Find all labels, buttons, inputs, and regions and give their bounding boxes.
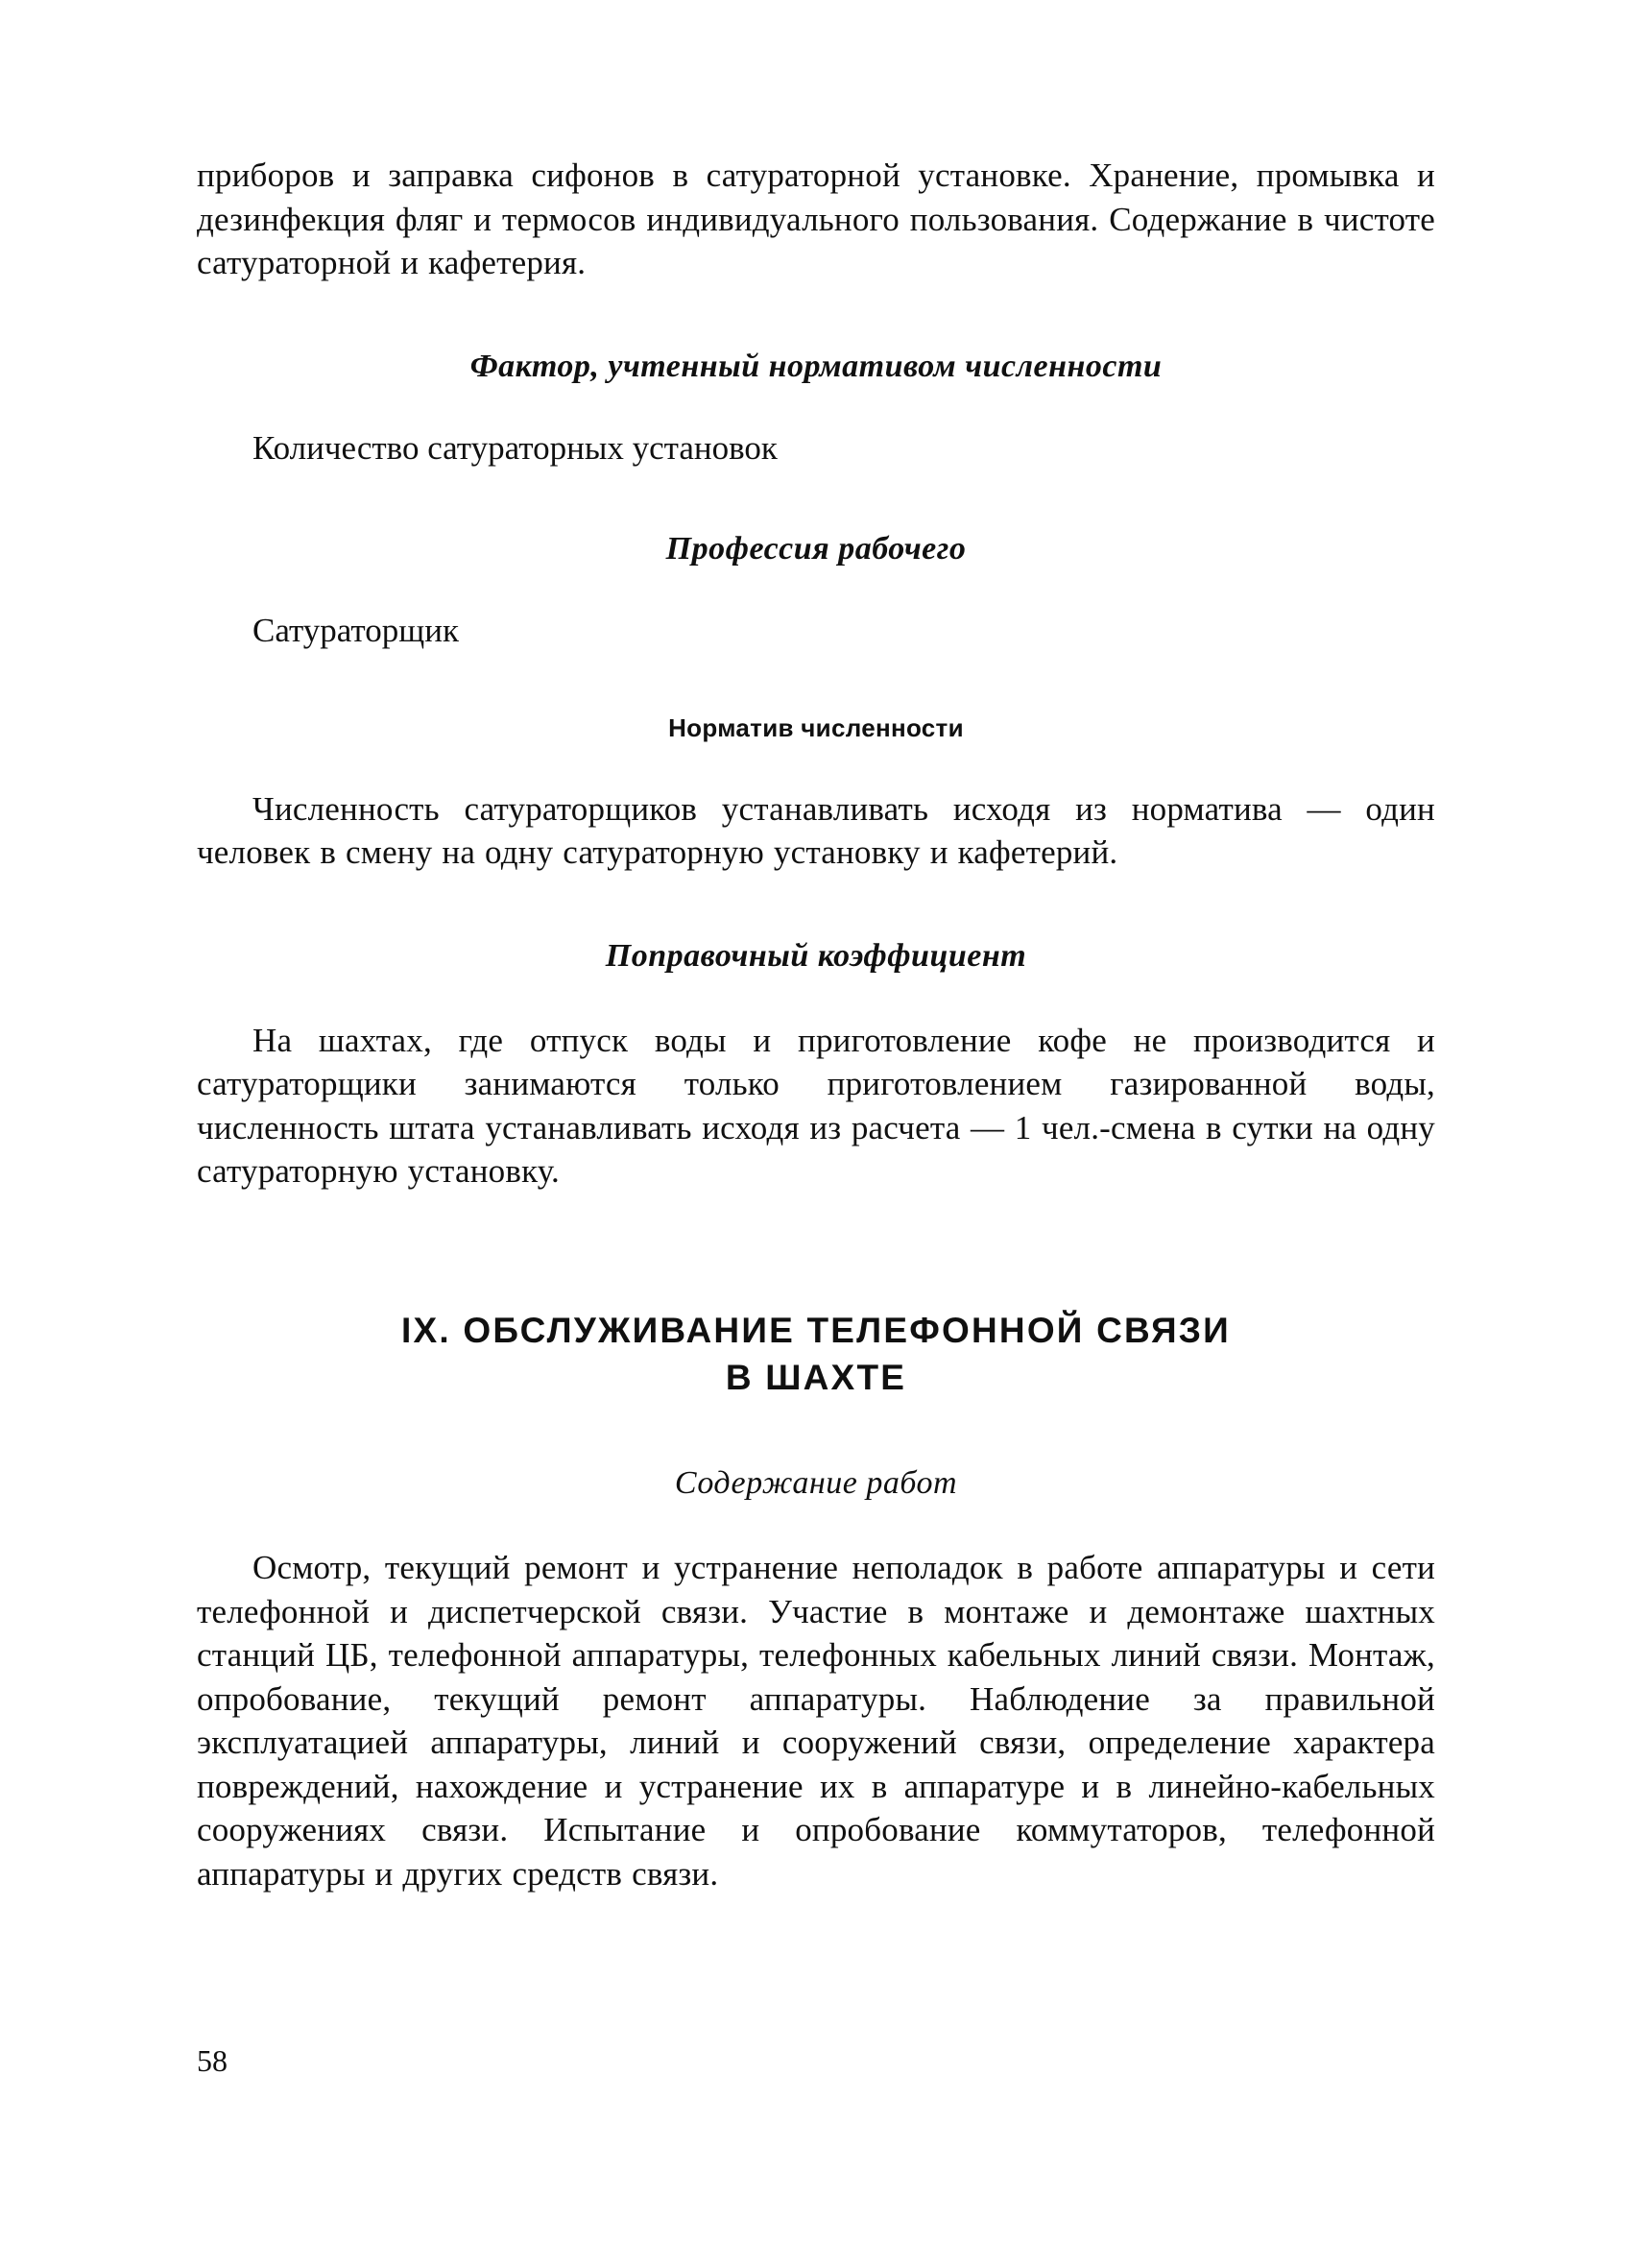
spacer [197, 567, 1435, 612]
page-content [197, 154, 1435, 1895]
spacer [197, 385, 1435, 429]
spacer [197, 650, 1435, 713]
heading-works: Содержание работ [674, 1465, 958, 1502]
heading-factor: Фактор, учтенный нормативом численности [469, 348, 1163, 384]
section-title-line-2: В ШАХТЕ [725, 1358, 907, 1398]
spacer [197, 1502, 1435, 1546]
paragraph-intro: приборов и заправка сифонов в сатураторной установке. Хранение, промывка и дезинфекция фляг и термосов индивидуального пользования. Содержание в чистоте сатураторной и кафетерия. [197, 157, 1435, 281]
spacer [197, 1402, 1435, 1465]
paragraph-correction: На шахтах, где отпуск воды и приготовление кофе не производится и сатураторщики занимаются только приготовлением газированной воды, численность штата устанавливать исходя из расчета — 1 чел.-смена в сутки на одну сатураторную установку. [197, 1021, 1435, 1190]
value-factor: Количество сатураторных установок [252, 428, 778, 467]
spacer [197, 285, 1435, 349]
heading-profession: Профессия рабочего [665, 530, 967, 567]
page-number: 58 [197, 2043, 228, 2078]
spacer [197, 743, 1435, 787]
spacer [197, 1194, 1435, 1307]
spacer [197, 875, 1435, 938]
spacer [197, 468, 1435, 531]
value-profession: Сатураторщик [252, 611, 459, 649]
spacer [197, 975, 1435, 1019]
heading-norm: Норматив численности [668, 712, 964, 742]
section-title-line-1: IX. ОБСЛУЖИВАНИЕ ТЕЛЕФОННОЙ СВЯЗИ [401, 1310, 1231, 1350]
paragraph-norm: Численность сатураторщиков устанавливать исходя из норматива — один человек в смену на одну сатураторную установку и кафетерий. [197, 789, 1435, 871]
paragraph-works: Осмотр, текущий ремонт и устранение неполадок в работе аппаратуры и сети телефонной и диспетчерской связи. Участие в монтаже и демонтаже шахтных станций ЦБ, телефонной аппаратуры, телефонных кабельных линий связи. Монтаж, опробование, текущий ремонт аппаратуры. Наблюдение за правильной эксплуатацией аппаратуры, линий и сооружений связи, определение характера повреждений, нахождение и устранение их в аппаратуре и в линейно-кабельных сооружениях связи. Испытание и опробование коммутаторов, телефонной аппаратуры и других средств связи. [197, 1549, 1435, 1893]
heading-correction: Поправочный коэффициент [605, 937, 1027, 974]
